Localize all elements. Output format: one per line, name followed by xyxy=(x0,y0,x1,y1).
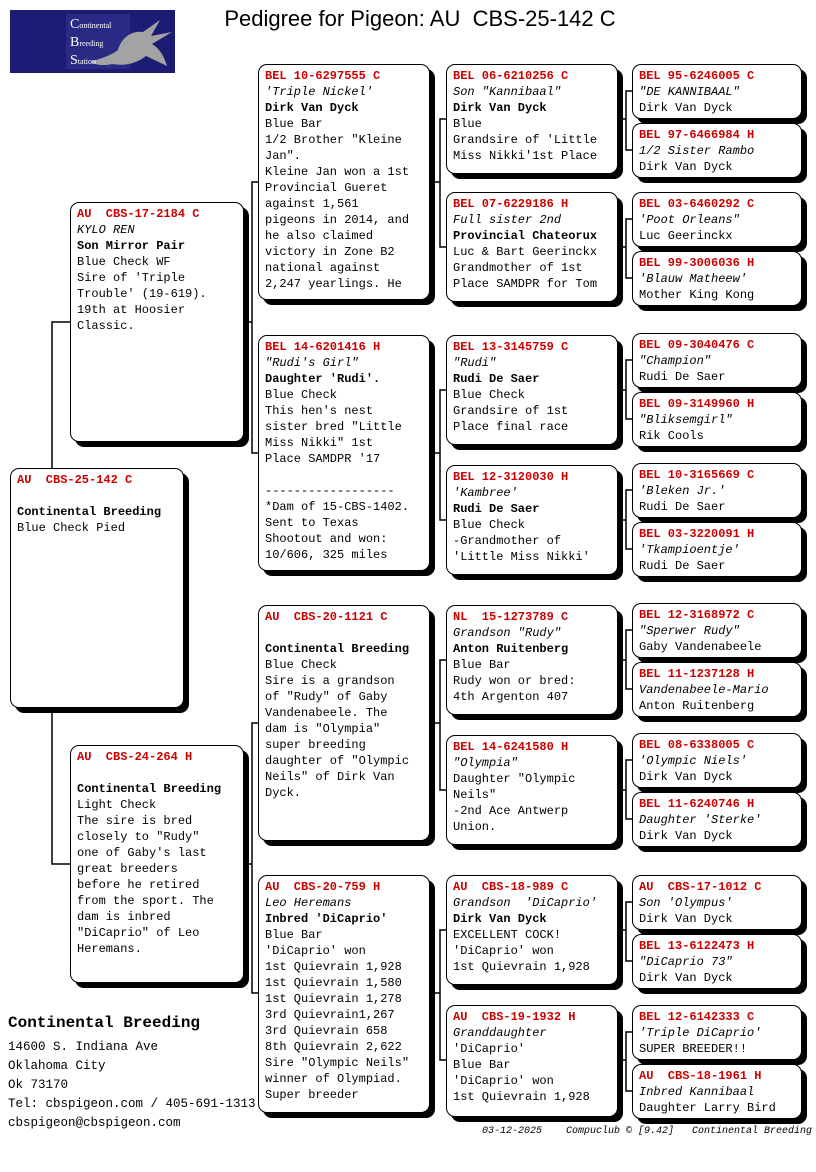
box-line: Dirk Van Dyck xyxy=(639,829,733,843)
box-line: 1st Quievrain 1,580 xyxy=(265,976,402,990)
ring-number: BEL 12-3168972 C xyxy=(639,608,755,622)
pedigree-box-gggparent-1 xyxy=(632,64,802,119)
box-line: Place SAMDPR for Tom xyxy=(453,277,598,291)
box-line: Blue Bar xyxy=(265,928,323,942)
box-line: 19th at Hoosier xyxy=(77,303,186,317)
box-line: "DE KANNIBAAL" xyxy=(639,85,740,99)
box-line: 'DiCaprio' xyxy=(453,1042,526,1056)
box-line: dam is inbred xyxy=(77,910,171,924)
pedigree-box-gggparent-10 xyxy=(632,662,802,717)
pedigree-box-subject xyxy=(10,468,184,708)
contact-city-line: Oklahoma City xyxy=(8,1059,106,1073)
pedigree-box-gggparent-16 xyxy=(632,1064,802,1119)
ring-number: BEL 03-6460292 C xyxy=(639,197,755,211)
box-line: 'Bleken Jr.' xyxy=(639,484,726,498)
pedigree-box-gggparent-8 xyxy=(632,522,802,577)
box-line: of "Rudy" of Gaby xyxy=(265,690,388,704)
contact-address-line: 14600 S. Indiana Ave xyxy=(8,1040,159,1054)
box-line: 'Kambree' xyxy=(453,486,518,500)
ring-number: BEL 12-3120030 H xyxy=(453,470,569,484)
ring-number: BEL 06-6210256 C xyxy=(453,69,569,83)
box-line: 4th Argenton 407 xyxy=(453,690,569,704)
box-line: Mother King Kong xyxy=(639,288,755,302)
box-line: Luc Geerinckx xyxy=(639,229,733,243)
box-line: Dirk Van Dyck xyxy=(453,101,547,115)
pedigree-box-ggparent-1 xyxy=(446,64,618,174)
box-line: 'Blauw Matheew' xyxy=(639,272,748,286)
box-line: Dirk Van Dyck xyxy=(265,101,359,115)
box-line: Continental Breeding xyxy=(265,642,410,656)
box-line: 2,247 yearlings. He xyxy=(265,277,402,291)
ring-number: BEL 12-6142333 C xyxy=(639,1010,755,1024)
page-title: Pedigree for Pigeon: AU CBS-25-142 C xyxy=(224,6,616,31)
box-line: he also claimed xyxy=(265,229,374,243)
box-line: This hen's nest xyxy=(265,404,374,418)
box-line: Provincial Gueret xyxy=(265,181,388,195)
box-line: Continental Breeding xyxy=(77,782,222,796)
pedigree-box-dam xyxy=(70,745,244,983)
box-line: Dirk Van Dyck xyxy=(639,971,733,985)
box-line: 8th Quievrain 2,622 xyxy=(265,1040,402,1054)
box-line: Gaby Vandenabeele xyxy=(639,640,762,654)
box-line: 'Olympic Niels' xyxy=(639,754,748,768)
pedigree-box-grandparent-1 xyxy=(258,64,430,300)
box-line: 'DiCaprio' won xyxy=(265,944,366,958)
box-line: Daughter "Olympic xyxy=(453,772,576,786)
box-line: "Rudi" xyxy=(453,356,497,370)
software-credit-line: 03-12-2025 Compuclub © [9.42] Continental Breeding xyxy=(481,1126,812,1137)
box-line: Son Mirror Pair xyxy=(77,239,186,253)
box-line: Miss Nikki'1st Place xyxy=(453,149,598,163)
box-line: from the sport. The xyxy=(77,894,214,908)
pedigree-box-ggparent-2 xyxy=(446,192,618,302)
pedigree-box-ggparent-4 xyxy=(446,465,618,575)
box-line: Dirk Van Dyck xyxy=(639,912,733,926)
box-line: Grandson "Rudy" xyxy=(453,626,562,640)
box-line: Son "Kannibaal" xyxy=(453,85,562,99)
box-line xyxy=(265,625,423,641)
pedigree-box-grandparent-4 xyxy=(258,875,430,1113)
box-line: Kleine Jan won a 1st xyxy=(265,165,410,179)
box-line: Grandsire of 'Little xyxy=(453,133,598,147)
box-line xyxy=(17,488,177,504)
ring-number: BEL 13-3145759 C xyxy=(453,340,569,354)
box-line: 1st Quievrain 1,278 xyxy=(265,992,402,1006)
ring-number: AU CBS-17-1012 C xyxy=(639,880,762,894)
box-line: against 1,561 xyxy=(265,197,359,211)
box-line: Luc & Bart Geerinckx xyxy=(453,245,598,259)
box-line: great breeders xyxy=(77,862,178,876)
box-line: Continental Breeding xyxy=(17,505,162,519)
box-line: 'Triple Nickel' xyxy=(265,85,374,99)
box-line: Place final race xyxy=(453,420,569,434)
box-line: Provincial Chateorux xyxy=(453,229,598,243)
box-line: -2nd Ace Antwerp xyxy=(453,804,569,818)
box-line: Blue Check xyxy=(265,658,338,672)
box-line: Leo Heremans xyxy=(265,896,352,910)
pedigree-box-gggparent-13 xyxy=(632,875,802,930)
box-line: 1st Quievrain 1,928 xyxy=(453,960,590,974)
box-line: winner of Olympiad. xyxy=(265,1072,402,1086)
box-line: *Dam of 15-CBS-1402. xyxy=(265,500,410,514)
pedigree-box-ggparent-6 xyxy=(446,735,618,845)
box-line: "Champion" xyxy=(639,354,712,368)
box-line: Blue xyxy=(453,117,482,131)
box-line: 1st Quievrain 1,928 xyxy=(265,960,402,974)
pedigree-box-gggparent-15 xyxy=(632,1005,802,1060)
box-line: before he retired xyxy=(77,878,200,892)
box-line: Inbred Kannibaal xyxy=(639,1085,755,1099)
box-line: 1/2 Brother "Kleine xyxy=(265,133,402,147)
box-line: Grandsire of 1st xyxy=(453,404,569,418)
ring-number: AU CBS-18-1961 H xyxy=(639,1069,762,1083)
box-line: 'Tkampioentje' xyxy=(639,543,740,557)
pedigree-box-gggparent-7 xyxy=(632,463,802,518)
pedigree-box-gggparent-11 xyxy=(632,733,802,788)
box-line: ------------------ xyxy=(265,484,395,498)
box-line: Son 'Olympus' xyxy=(639,896,733,910)
ring-number: AU CBS-18-989 C xyxy=(453,880,569,894)
box-line: Rudi De Saer xyxy=(453,372,540,386)
pedigree-box-ggparent-3 xyxy=(446,335,618,445)
box-line: Shootout and won: xyxy=(265,532,388,546)
box-line: Rudi De Saer xyxy=(639,559,726,573)
box-line: Daughter 'Sterke' xyxy=(639,813,762,827)
box-line: Anton Ruitenberg xyxy=(453,642,569,656)
box-line: Sire is a grandson xyxy=(265,674,395,688)
box-line: one of Gaby's last xyxy=(77,846,207,860)
box-line: 3rd Quievrain 658 xyxy=(265,1024,388,1038)
box-line: "DiCaprio" of Leo xyxy=(77,926,200,940)
box-line: Light Check xyxy=(77,798,157,812)
ring-number: BEL 14-6241580 H xyxy=(453,740,569,754)
box-line: 'Poot Orleans" xyxy=(639,213,740,227)
box-line: 1/2 Sister Rambo xyxy=(639,144,755,158)
box-line: Rudi De Saer xyxy=(639,370,726,384)
box-line: 3rd Quievrain1,267 xyxy=(265,1008,395,1022)
box-line: Grandmother of 1st xyxy=(453,261,583,275)
box-line: Place SAMDPR '17 xyxy=(265,452,381,466)
box-line: super breeding xyxy=(265,738,366,752)
box-line: 'DiCaprio' won xyxy=(453,1074,554,1088)
pedigree-box-gggparent-14 xyxy=(632,934,802,989)
box-line: Rudy won or bred: xyxy=(453,674,576,688)
box-line: Jan". xyxy=(265,149,302,163)
pedigree-box-gggparent-3 xyxy=(632,192,802,247)
ring-number: AU CBS-20-1121 C xyxy=(265,610,388,624)
box-line: Daughter Larry Bird xyxy=(639,1101,776,1115)
ring-number: BEL 97-6466984 H xyxy=(639,128,755,142)
box-line: Granddaughter xyxy=(453,1026,547,1040)
box-line: Trouble' (19-619). xyxy=(77,287,207,301)
box-line: -Grandmother of xyxy=(453,534,562,548)
logo-line-station: Station xyxy=(70,53,97,68)
box-line xyxy=(265,467,423,483)
box-line: Rik Cools xyxy=(639,429,704,443)
box-line: closely to "Rudy" xyxy=(77,830,200,844)
pedigree-box-ggparent-7 xyxy=(446,875,618,985)
ring-number: BEL 10-6297555 C xyxy=(265,69,381,83)
box-line: Miss Nikki" 1st xyxy=(265,436,374,450)
box-line: 10/606, 325 miles xyxy=(265,548,388,562)
box-line: Blue Check xyxy=(265,388,338,402)
box-line: Blue Check xyxy=(453,518,526,532)
ring-number: BEL 07-6229186 H xyxy=(453,197,569,211)
box-line: Neils" of Dirk Van xyxy=(265,770,395,784)
box-line: 'DiCaprio' won xyxy=(453,944,554,958)
box-line: SUPER BREEDER!! xyxy=(639,1042,748,1056)
box-line: Blue Check Pied xyxy=(17,521,126,535)
ring-number: BEL 99-3006036 H xyxy=(639,256,755,270)
pedigree-box-gggparent-2 xyxy=(632,123,802,178)
box-line: 'Little Miss Nikki' xyxy=(453,550,590,564)
box-line: Vandenabeele-Mario xyxy=(639,683,769,697)
box-line: Full sister 2nd xyxy=(453,213,562,227)
box-line: "DiCaprio 73" xyxy=(639,955,733,969)
box-line: Vandenabeele. The xyxy=(265,706,388,720)
ring-number: NL 15-1273789 C xyxy=(453,610,569,624)
pedigree-box-grandparent-3 xyxy=(258,605,430,841)
pedigree-box-grandparent-2 xyxy=(258,335,430,571)
box-line: sister bred "Little xyxy=(265,420,402,434)
box-line: national against xyxy=(265,261,381,275)
logo-line-continental: Continental xyxy=(70,17,112,32)
contact-phone-line: Tel: cbspigeon.com / 405-691-1313 xyxy=(8,1097,256,1111)
box-line: Sire "Olympic Neils" xyxy=(265,1056,410,1070)
box-line: Blue Bar xyxy=(453,1058,511,1072)
box-line: daughter of "Olympic xyxy=(265,754,410,768)
ring-number: AU CBS-25-142 C xyxy=(17,473,133,487)
ring-number: AU CBS-17-2184 C xyxy=(77,207,200,221)
ring-number: BEL 10-3165669 C xyxy=(639,468,755,482)
box-line: Classic. xyxy=(77,319,135,333)
box-line: Blue Bar xyxy=(265,117,323,131)
ring-number: AU CBS-24-264 H xyxy=(77,750,193,764)
contact-email-line: cbspigeon@cbspigeon.com xyxy=(8,1116,181,1130)
box-line: Dyck. xyxy=(265,786,302,800)
ring-number: BEL 03-3220091 H xyxy=(639,527,755,541)
box-line: Anton Ruitenberg xyxy=(639,699,755,713)
ring-number: BEL 08-6338005 C xyxy=(639,738,755,752)
ring-number: AU CBS-19-1932 H xyxy=(453,1010,576,1024)
box-line: Blue Bar xyxy=(453,658,511,672)
box-line: "Olympia" xyxy=(453,756,518,770)
pedigree-box-gggparent-9 xyxy=(632,603,802,658)
ring-number: BEL 11-1237128 H xyxy=(639,667,755,681)
ring-number: BEL 09-3040476 C xyxy=(639,338,755,352)
box-line: Super breeder xyxy=(265,1088,359,1102)
pedigree-box-gggparent-12 xyxy=(632,792,802,847)
pedigree-box-gggparent-5 xyxy=(632,333,802,388)
box-line: Rudi De Saer xyxy=(639,500,726,514)
breeder-contact-block xyxy=(8,1014,256,1133)
ring-number: BEL 13-6122473 H xyxy=(639,939,755,953)
box-line: dam is "Olympia" xyxy=(265,722,381,736)
box-line: "Sperwer Rudy" xyxy=(639,624,740,638)
pedigree-box-gggparent-6 xyxy=(632,392,802,447)
ring-number: BEL 11-6240746 H xyxy=(639,797,755,811)
box-line: Grandson 'DiCaprio' xyxy=(453,896,598,910)
ring-number: BEL 09-3149960 H xyxy=(639,397,755,411)
box-line: Inbred 'DiCaprio' xyxy=(265,912,388,926)
box-line: Dirk Van Dyck xyxy=(639,770,733,784)
box-line: Sire of 'Triple xyxy=(77,271,186,285)
box-line: Dirk Van Dyck xyxy=(639,160,733,174)
ring-number: AU CBS-20-759 H xyxy=(265,880,381,894)
box-line: The sire is bred xyxy=(77,814,193,828)
box-line: Daughter 'Rudi'. xyxy=(265,372,381,386)
box-line: Sent to Texas xyxy=(265,516,359,530)
pedigree-box-sire xyxy=(70,202,244,442)
box-line: Heremans. xyxy=(77,942,142,956)
box-line: pigeons in 2014, and xyxy=(265,213,410,227)
contact-state-zip-line: Ok 73170 xyxy=(8,1078,69,1092)
breeder-name: Continental Breeding xyxy=(8,1014,201,1032)
box-line: Union. xyxy=(453,820,497,834)
pedigree-box-ggparent-8 xyxy=(446,1005,618,1117)
ring-number: BEL 14-6201416 H xyxy=(265,340,381,354)
logo-line-breeding: Breeding xyxy=(70,35,104,50)
box-line: "Rudi's Girl" xyxy=(265,356,359,370)
box-line: EXCELLENT COCK! xyxy=(453,928,562,942)
box-line: KYLO REN xyxy=(77,223,135,237)
box-line: Dirk Van Dyck xyxy=(453,912,547,926)
pedigree-box-gggparent-4 xyxy=(632,251,802,306)
box-line: Blue Check WF xyxy=(77,255,171,269)
box-line: Neils" xyxy=(453,788,497,802)
box-line xyxy=(77,765,237,781)
box-line: Rudi De Saer xyxy=(453,502,540,516)
box-line: Dirk Van Dyck xyxy=(639,101,733,115)
box-line: victory in Zone B2 xyxy=(265,245,395,259)
box-line: Blue Check xyxy=(453,388,526,402)
box-line: "Bliksemgirl" xyxy=(639,413,733,427)
ring-number: BEL 95-6246005 C xyxy=(639,69,755,83)
pedigree-box-ggparent-5 xyxy=(446,605,618,715)
box-line: 1st Quievrain 1,928 xyxy=(453,1090,590,1104)
box-line: 'Triple DiCaprio' xyxy=(639,1026,762,1040)
